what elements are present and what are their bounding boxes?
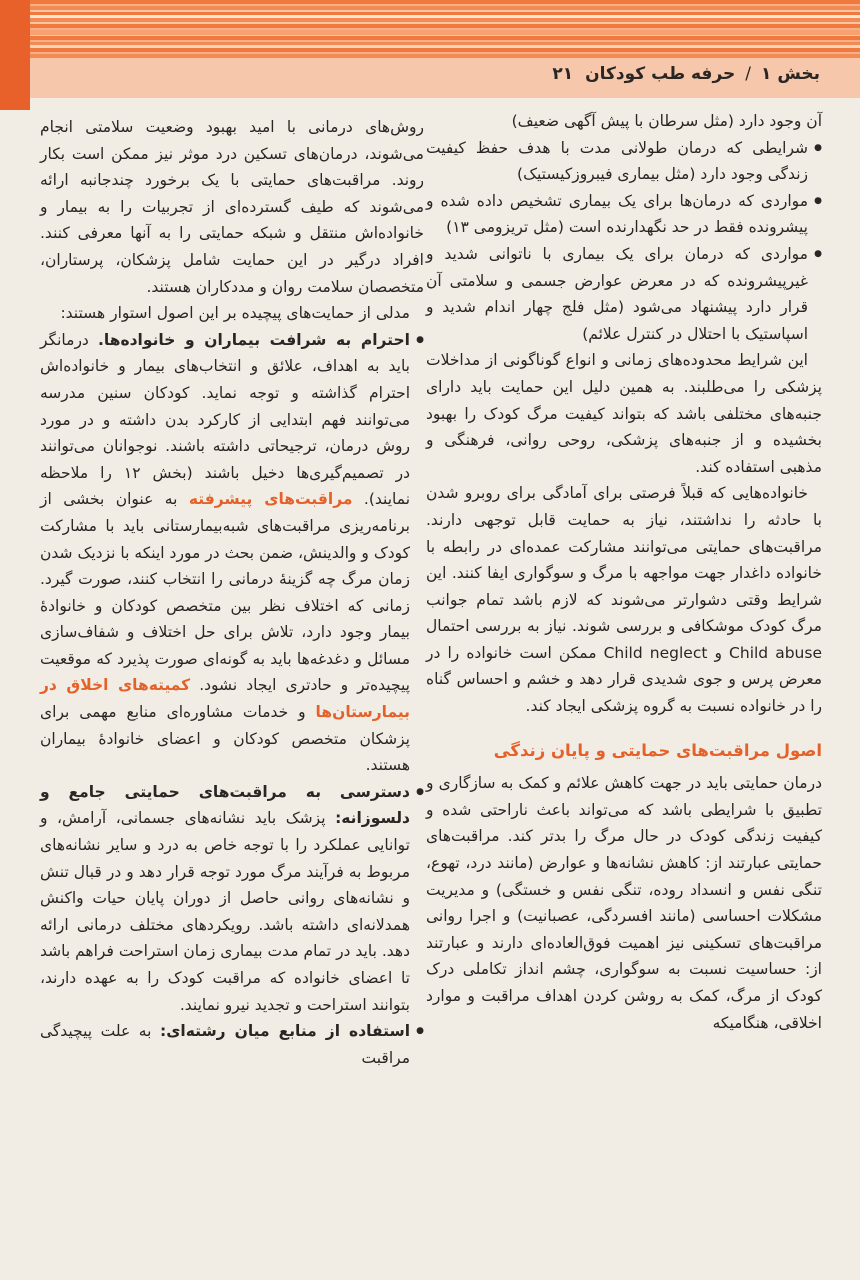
- intro-line: آن وجود دارد (مثل سرطان با پیش آگهی ضعیف): [511, 112, 822, 130]
- band-stripe: [0, 30, 860, 35]
- page-number: ۲۱: [552, 64, 574, 84]
- left-column: [40, 114, 424, 1071]
- paragraph: مدلی از حمایت‌های پیچیده بر این اصول استوار هستند:: [60, 304, 410, 323]
- paragraph: این شرایط محدوده‌های زمانی و انواع گوناگونی از مداخلات پزشکی را می‌طلبند. به همین دلیل این حمایت باید دارای جنبه‌های مختلفی باشد که بتواند کیفیت مرگ کودک را بهبود بخشیده و از جنبه‌های پزشکی، روحی روانی، فرهنگی و مذهبی استفاده کند.: [426, 351, 822, 476]
- paragraph: درمان حمایتی باید در جهت کاهش علائم و کمک به سازگاری و تطبیق با شرایطی باشد که می‌تواند باعث ناراحتی شده و کیفیت زندگی کودک در حال مرگ را بدتر کند. مراقبت‌های حمایتی عبارتند از: کاهش نشانه‌ها و عوارض (مانند درد، تهوع، تنگی نفس و انسداد روده، تنگی نفس و خستگی) و مدیریت مشکلات احساسی (مانند افسردگی، عصبانیت) و اجرا روانی مراقبت‌های تسکینی نیز اهمیت فوق‌العاده‌ای دارند و عبارتند از: حساسیت نسبت به سوگواری، چشم انداز تکاملی درک کودک از مرگ، کمک به روشن کردن اهداف مراقبت و موارد اخلاقی، هنگامیکه: [426, 774, 822, 1032]
- paragraph: خانواده‌هایی که قبلاً فرصتی برای آمادگی برای روبرو شدن با حادثه را نداشتند، نیاز به حمایت قابل توجهی دارند. مراقبت‌های حمایتی می‌توانند مشارکت عمده‌ای در رابطه با خانواده داغدار جهت مواجهه با مرگ و سوگواری ایفا کنند. این شرایط وقتی دشوارتر می‌شوند که لازم باشد تمام جوانب مرگ کودک موشکافی و بررسی شوند. نیاز به بررسی احتمال Child abuse و Child neglect ممکن است خانواده را در معرض پرس و جوی شدیدی قرار دهد و خشم و احساس گناه را در خانواده نسبت به گروه پزشکی ایجاد کند.: [426, 484, 822, 716]
- highlight-term: کمیته‌های اخلاق در بیمارستان‌ها: [40, 676, 410, 722]
- section-heading: اصول مراقبت‌های حمایتی و پایان زندگی: [493, 740, 822, 760]
- bullet-text: درمانگر باید به اهداف، علائق و انتخاب‌های بیمار و خانواده‌اش احترام گذاشته و توجه نماید. کودکان سنین مدرسه می‌توانند فهم ابتدایی از کارکرد بدن داشته و در مورد روش درمان، ترجیحاتی داشته باشند. نوجوانان می‌توانند در تصمیم‌گیری‌ها دخیل باشند (بخش ۱۲ را ملاحظه نمایند).: [40, 330, 411, 509]
- book-title: حرفه طب کودکان: [585, 64, 736, 84]
- header-separator: /: [745, 64, 752, 84]
- list-item: ● مواردی که درمان برای یک بیماری با ناتوانی شدید و غیرپیشرونده که در معرض عوارض جسمی و سلامتی آن قرار دارد پیشنهاد می‌شود (مثل فلج چهار اندام شدید و اسپاستیک با احتلال در کنترل علائم): [426, 241, 822, 347]
- list-item: [40, 1018, 424, 1071]
- right-column: [426, 108, 822, 1036]
- paragraph: روش‌های درمانی با امید بهبود وضعیت سلامتی انجام می‌شوند، درمان‌های تسکین درد موثر نیز ممکن است بکار روند. مراقبت‌های حمایتی با یک برخورد چندجانبه ارائه می‌شوند که طیف گسترده‌ای از تجربیات را به بیمار و خانواده‌اش منتقل و شبکه حمایتی را به آنها معرفی کنند. افراد درگیر در این حمایت شامل پزشکان، پرستاران، متخصصان سلامت روان و مددکاران هستند.: [40, 118, 424, 296]
- bullet-title: دسترسی به مراقبت‌های حمایتی جامع و دلسوزانه:: [40, 782, 410, 828]
- list-item: [40, 327, 424, 779]
- bullet-text: پزشک باید نشانه‌های جسمانی، آرامش، و توانایی عملکرد را با توجه خاص به درد و سایر نشانه‌های مربوط به فرآیند مرگ مورد توجه قرار دهد و در قبال تنش و نشانه‌های روانی حاصل از دوران پایان حیات واکنش همدلانه‌ای داشته باشد. رویکردهای مختلف درمانی ارائه دهد. باید در تمام مدت بیماری زمان استراحت فراهم باشد تا اعضای خانواده که مراقبت کودک را به عهده دارند، بتوانند استراحت و تجدید نیرو نمایند.: [40, 809, 410, 1014]
- bullet-title: احترام به شرافت بیماران و خانواده‌ها.: [97, 330, 410, 349]
- bullet-title: استفاده از منابع میان رشته‌ای:: [160, 1022, 411, 1041]
- highlight-term: مراقبت‌های پیشرفته: [188, 490, 353, 509]
- decorative-top-band: [0, 0, 860, 58]
- running-header: [552, 64, 820, 84]
- decorative-left-bar: [0, 0, 30, 110]
- chapter-label: بخش ۱: [761, 64, 820, 84]
- band-stripe: [0, 15, 860, 18]
- bullet-text: و خدمات مشاوره‌ای منابع مهمی برای پزشکان متخصص کودکان و اعضای خانوادهٔ بیماران هستند.: [40, 703, 410, 775]
- bullet-text: به علت پیچیدگی مراقبت: [40, 1022, 410, 1067]
- list-item: ● شرایطی که درمان طولانی مدت با هدف حفظ کیفیت زندگی وجود دارد (مثل بیماری فیبروزکیستیک): [426, 135, 822, 188]
- list-item: [40, 779, 424, 1018]
- band-stripe: [0, 45, 860, 48]
- list-item: ● مواردی که درمان‌ها برای یک بیماری تشخیص داده شده و پیشرونده فقط در حد نگهدارنده است (مثل تریزومی ۱۳): [426, 188, 822, 241]
- bullet-text: به عنوان بخشی از برنامه‌ریزی مراقبت‌های شبه‌بیمارستانی باید با مشارکت کودک و والدینش، ضمن بحث در مورد اینکه با نزدیک شدن زمان مرگ چه گزینهٔ درمانی را انتخاب کنند، صورت گیرد. زمانی که اختلاف نظر بین متخصص کودکان و خانوادهٔ بیمار وجود دارد، تلاش برای حل اختلاف و شفاف‌سازی مسائل و دغدغه‌ها باید به گونه‌ای صورت پذیرد که موقعیت پیچیده‌تر و حادتری ایجاد نشود.: [40, 490, 410, 695]
